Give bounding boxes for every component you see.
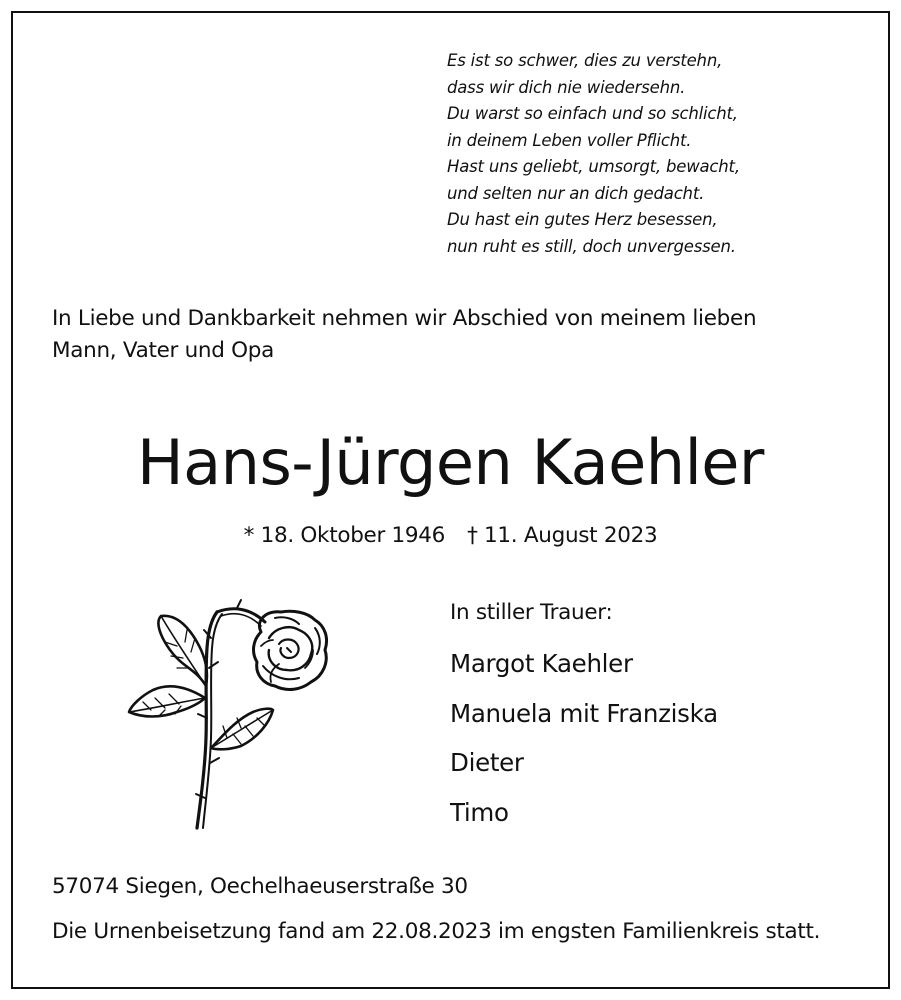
death-date: † 11. August 2023 [467,523,658,548]
life-dates [0,520,901,552]
poem-line: Es ist so schwer, dies zu verstehn, [447,51,723,70]
mourners-list [450,639,718,837]
poem-line: und selten nur an dich gedacht. [447,183,705,203]
deceased-name: Hans-Jürgen Kaehler [137,426,764,499]
poem-line: Du hast ein gutes Herz besessen, [447,210,718,229]
mourners-block [450,595,718,837]
birth-date: * 18. Oktober 1946 [243,523,446,548]
poem-line: Du warst so einfach und so schlicht, [447,104,738,123]
poem-line: nun ruht es still, doch unvergessen. [447,236,736,256]
mourner-name: Margot Kaehler [450,649,633,678]
poem-line: dass wir dich nie wiedersehn. [447,77,686,97]
poem-line: Hast uns geliebt, umsorgt, bewacht, [447,157,740,176]
mourner-name: Manuela mit Franziska [450,698,718,728]
poem [447,48,740,260]
rose-icon [125,598,335,834]
farewell-text [52,303,756,367]
mourner-name: Dieter [450,748,524,777]
farewell-line: Mann, Vater und Opa [52,338,274,363]
mourner-name: Timo [450,797,509,827]
mourners-heading: In stiller Trauer: [450,600,613,625]
burial-notice: Die Urnenbeisetzung fand am 22.08.2023 im engsten Familienkreis statt. [52,919,821,944]
poem-line: in deinem Leben voller Pflicht. [447,130,692,150]
farewell-line: In Liebe und Dankbarkeit nehmen wir Abschied von meinem lieben [52,306,757,331]
family-address: 57074 Siegen, Oechelhaeuserstraße 30 [52,874,468,899]
